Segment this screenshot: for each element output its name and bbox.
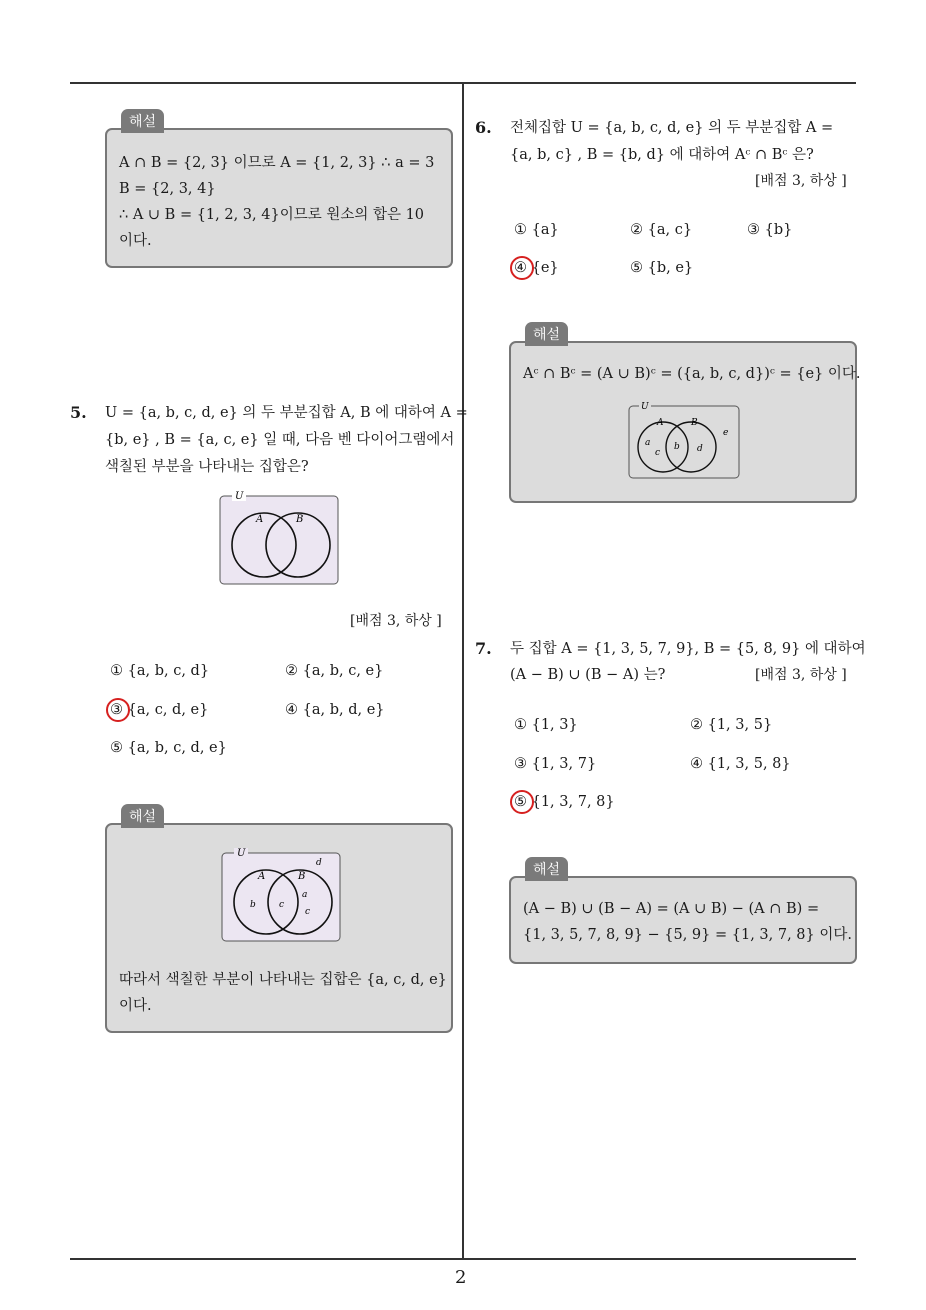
q6s-venn-elem-b: b	[674, 442, 680, 452]
q5s-venn-label-U: U	[237, 848, 246, 859]
q5-venn-label-B: B	[296, 514, 304, 525]
q5-solution-box	[105, 809, 453, 1033]
q7-choice-4[interactable]: ④ {1, 3, 5, 8}	[690, 756, 791, 772]
q7-line2: (A − B) ∪ (B − A) 는?	[510, 667, 666, 683]
q5s-venn-elem-d: d	[316, 858, 322, 868]
q5-choice-1[interactable]: ① {a, b, c, d}	[110, 663, 210, 679]
explanation-tag: 해설	[525, 322, 568, 346]
q6-solution-box	[509, 327, 861, 503]
q6s-venn-label-B: B	[691, 418, 698, 428]
q7-solution-line2: {1, 3, 5, 7, 8, 9} − {5, 9} = {1, 3, 7, 8} 이다.	[523, 927, 852, 943]
q6-choice-4[interactable]: ④ {e}	[514, 260, 559, 276]
q5-choice-3[interactable]: ③ {a, c, d, e}	[110, 702, 209, 718]
q5-venn-label-U: U	[235, 491, 244, 502]
q5s-venn-elem-a: a	[302, 890, 308, 900]
q6-number: 6.	[475, 118, 492, 137]
explanation-tag: 해설	[121, 109, 164, 133]
q6-answer-mark	[510, 256, 534, 280]
column-divider	[462, 84, 464, 1259]
q5s-venn-label-B: B	[298, 871, 306, 882]
q6-choice-5[interactable]: ⑤ {b, e}	[630, 260, 694, 276]
q7-solution-line1: (A − B) ∪ (B − A) = (A ∪ B) − (A ∩ B) =	[523, 901, 820, 917]
q5-solution-line2: 이다.	[119, 998, 152, 1014]
q6s-venn-elem-e: e	[723, 428, 729, 438]
q7-choice-2[interactable]: ② {1, 3, 5}	[690, 717, 773, 733]
q6-line1: 전체집합 U = {a, b, c, d, e} 의 두 부분집합 A =	[510, 120, 834, 136]
q5s-venn-elem-c2: c	[305, 907, 311, 917]
q6-line2: {a, b, c} , B = {b, d} 에 대하여 Aᶜ ∩ Bᶜ 은?	[510, 147, 814, 163]
q5-solution-venn-diagram	[220, 847, 344, 943]
q6-solution-venn-diagram	[627, 401, 743, 481]
q5-number: 5.	[70, 403, 87, 422]
q4-solution-line4: 이다.	[119, 233, 152, 249]
bottom-rule	[70, 1258, 856, 1260]
q5-choice-4[interactable]: ④ {a, b, d, e}	[285, 702, 385, 718]
q5s-venn-elem-c: c	[279, 900, 285, 910]
q5-line2: {b, e} , B = {a, c, e} 일 때, 다음 벤 다이어그램에서	[105, 432, 455, 448]
explanation-tag: 해설	[525, 857, 568, 881]
q6s-venn-label-U: U	[641, 402, 649, 412]
q5-choice-5[interactable]: ⑤ {a, b, c, d, e}	[110, 740, 227, 756]
q4-solution-line2: B = {2, 3, 4}	[119, 181, 216, 197]
q5-venn-label-A: A	[256, 514, 264, 525]
q7-choice-1[interactable]: ① {1, 3}	[514, 717, 578, 733]
q5-points: [배점 3, 하상 ]	[350, 613, 442, 629]
q6s-venn-elem-d: d	[697, 444, 703, 454]
q5-choice-2[interactable]: ② {a, b, c, e}	[285, 663, 384, 679]
q7-line1: 두 집합 A = {1, 3, 5, 7, 9}, B = {5, 8, 9} 에 대하여	[510, 641, 866, 657]
q7-answer-mark	[510, 790, 534, 814]
q5s-venn-label-A: A	[258, 871, 266, 882]
q6s-venn-label-A: A	[657, 418, 664, 428]
q5-venn-diagram	[218, 490, 342, 586]
q7-solution-box	[509, 862, 857, 964]
q6s-venn-elem-c: c	[655, 448, 661, 458]
q7-choice-3[interactable]: ③ {1, 3, 7}	[514, 756, 597, 772]
q5s-venn-elem-b: b	[250, 900, 256, 910]
q5-answer-mark	[106, 698, 130, 722]
page-number: 2	[455, 1267, 467, 1288]
q7-choice-5[interactable]: ⑤ {1, 3, 7, 8}	[514, 794, 615, 810]
q7-number: 7.	[475, 639, 492, 658]
q4-solution-line3: ∴ A ∪ B = {1, 2, 3, 4}이므로 원소의 합은 10	[119, 207, 425, 223]
q5-line1: U = {a, b, c, d, e} 의 두 부분집합 A, B 에 대하여 A =	[105, 405, 468, 421]
q6-choice-2[interactable]: ② {a, c}	[630, 222, 693, 238]
q6s-venn-elem-a: a	[645, 438, 651, 448]
q4-solution-line1: A ∩ B = {2, 3} 이므로 A = {1, 2, 3} ∴ a = 3	[119, 155, 435, 171]
q6-choice-3[interactable]: ③ {b}	[747, 222, 793, 238]
q6-points: [배점 3, 하상 ]	[755, 173, 847, 189]
q7-points: [배점 3, 하상 ]	[755, 667, 847, 683]
q5-solution-line1: 따라서 색칠한 부분이 나타내는 집합은 {a, c, d, e}	[119, 972, 447, 988]
q5-line3: 색칠된 부분을 나타내는 집합은?	[105, 459, 309, 475]
q6-solution-line1: Aᶜ ∩ Bᶜ = (A ∪ B)ᶜ = ({a, b, c, d})ᶜ = {e} 이다.	[523, 366, 861, 382]
q6-choice-1[interactable]: ① {a}	[514, 222, 559, 238]
explanation-tag: 해설	[121, 804, 164, 828]
q4-solution-box	[105, 114, 453, 268]
